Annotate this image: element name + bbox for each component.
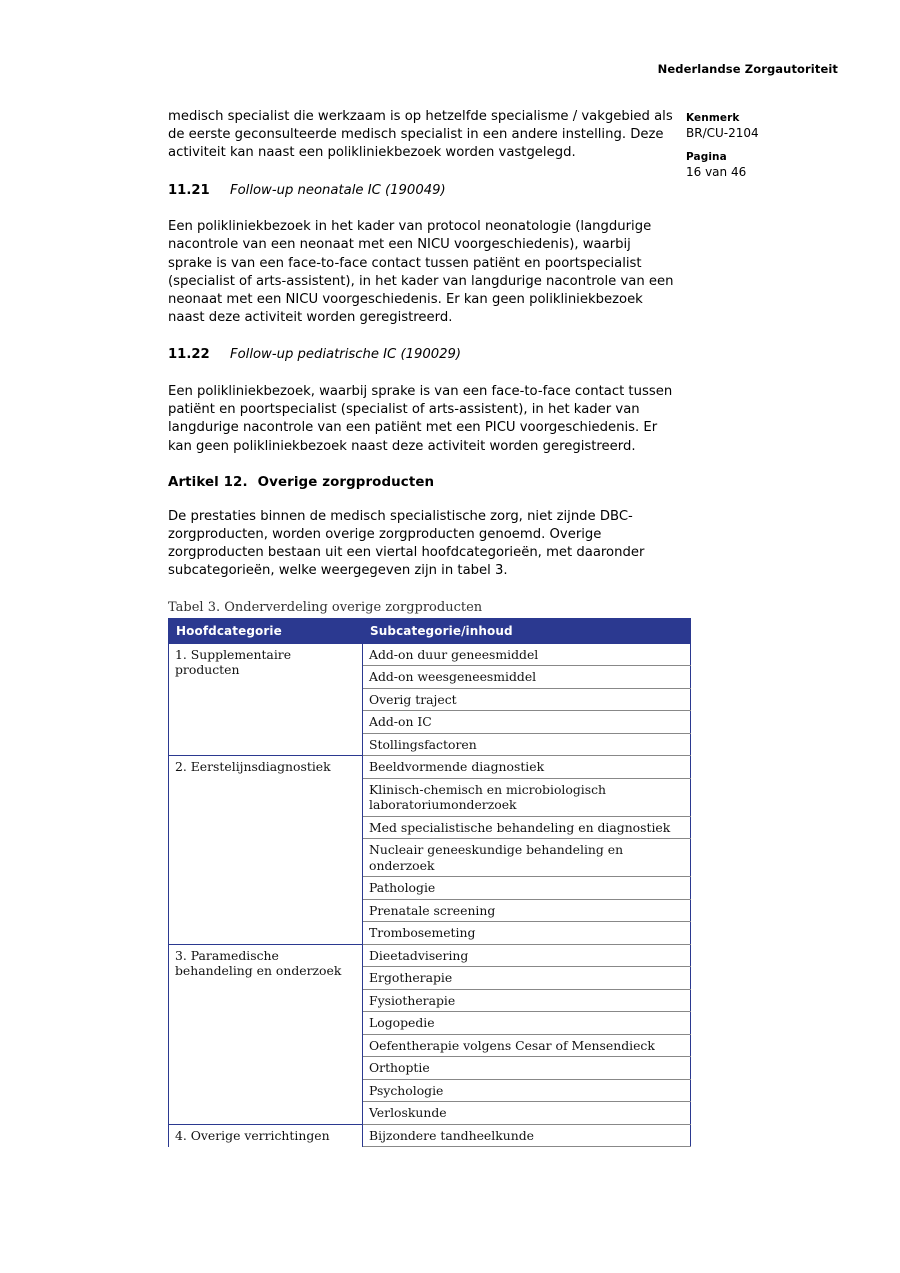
- overige-zorgproducten-table: [168, 618, 691, 1148]
- category-cell: 3. Paramedische behandeling en onderzoek: [169, 944, 363, 1124]
- subcategory-cell: Psychologie: [363, 1079, 691, 1102]
- article-body-11-22: Een polikliniekbezoek, waarbij sprake is van een face-to-face contact tussen patiënt en poortspecialist (specialist of arts-assistent), in het kader van langdurige nacontrole van een patiënt met een PICU voorgeschiedenis. Er kan geen polikliniekbezoek naast deze activiteit worden geregistreerd.: [168, 383, 673, 454]
- subcategory-cell: Verloskunde: [363, 1102, 691, 1125]
- subcategory-cell: Add-on weesgeneesmiddel: [363, 666, 691, 689]
- subcategory-cell: Dieetadvisering: [363, 944, 691, 967]
- subcategory-cell: Add-on IC: [363, 711, 691, 734]
- pagina-label: Pagina: [686, 150, 727, 163]
- subcategory-cell: Bijzondere tandheelkunde: [363, 1124, 691, 1147]
- organisation-name: Nederlandse Zorgautoriteit: [657, 62, 838, 76]
- subcategory-cell: Klinisch-chemisch en microbiologisch laboratoriumonderzoek: [363, 778, 691, 816]
- subcategory-cell: Orthoptie: [363, 1057, 691, 1080]
- subcategory-cell: Ergotherapie: [363, 967, 691, 990]
- document-meta: [686, 112, 856, 190]
- table-row: [169, 643, 691, 666]
- subcategory-cell: Stollingsfactoren: [363, 733, 691, 756]
- table-row: [169, 944, 691, 967]
- column-header-hoofdcategorie: Hoofdcategorie: [169, 618, 363, 643]
- table-header-row: [169, 618, 691, 643]
- article-heading-11-22: [168, 346, 676, 364]
- article-title: Follow-up neonatale IC (190049): [230, 182, 446, 198]
- category-cell: 1. Supplementaire producten: [169, 643, 363, 756]
- table-row: [169, 1124, 691, 1147]
- section-number: Artikel 12.: [168, 474, 248, 490]
- subcategory-cell: Overig traject: [363, 688, 691, 711]
- section-body: De prestaties binnen de medisch specialistische zorg, niet zijnde DBC-zorgproducten, worden overige zorgproducten genoemd. Overige zorgproducten bestaan uit een viertal hoofdcategorieën, met daaronder subcategorieën, welke weergegeven zijn in tabel 3.: [168, 508, 645, 579]
- category-cell: 4. Overige verrichtingen: [169, 1124, 363, 1147]
- subcategory-cell: Pathologie: [363, 877, 691, 900]
- section-heading-artikel-12: [168, 475, 676, 490]
- kenmerk-label: Kenmerk: [686, 112, 740, 124]
- subcategory-cell: Add-on duur geneesmiddel: [363, 643, 691, 666]
- article-number: 11.22: [168, 347, 210, 363]
- table-row: [169, 756, 691, 779]
- subcategory-cell: Med specialistische behandeling en diagnostiek: [363, 816, 691, 839]
- subcategory-cell: Fysiotherapie: [363, 989, 691, 1012]
- article-number: 11.21: [168, 182, 210, 198]
- subcategory-cell: Prenatale screening: [363, 899, 691, 922]
- category-cell: 2. Eerstelijnsdiagnostiek: [169, 756, 363, 945]
- section-title: Overige zorgproducten: [257, 474, 435, 490]
- article-heading-11-21: [168, 182, 676, 200]
- subcategory-cell: Oefentherapie volgens Cesar of Mensendieck: [363, 1034, 691, 1057]
- subcategory-cell: Beeldvormende diagnostiek: [363, 756, 691, 779]
- kenmerk-value: BR/CU-2104: [686, 125, 759, 140]
- main-content: [168, 108, 676, 1147]
- subcategory-cell: Nucleair geneeskundige behandeling en onderzoek: [363, 839, 691, 877]
- subcategory-cell: Logopedie: [363, 1012, 691, 1035]
- subcategory-cell: Trombosemeting: [363, 922, 691, 945]
- pagina-value: 16 van 46: [686, 164, 747, 179]
- intro-paragraph: medisch specialist die werkzaam is op hetzelfde specialisme / vakgebied als de eerste geconsulteerde medisch specialist in een andere instelling. Deze activiteit kan naast een polikliniekbezoek worden vastgelegd.: [168, 109, 673, 161]
- column-header-subcategorie: Subcategorie/inhoud: [363, 618, 691, 643]
- article-title: Follow-up pediatrische IC (190029): [230, 347, 462, 363]
- article-body-11-21: Een polikliniekbezoek in het kader van protocol neonatologie (langdurige nacontrole van een neonaat met een NICU voorgeschiedenis), waarbij sprake is van een face-to-face contact tussen patiënt en poortspecialist (specialist of arts-assistent), in het kader van langdurige nacontrole van een neonaat met een NICU voorgeschiedenis. Er kan geen polikliniekbezoek naast deze activiteit worden geregistreerd.: [168, 219, 674, 326]
- table-caption: Tabel 3. Onderverdeling overige zorgproducten: [168, 599, 483, 615]
